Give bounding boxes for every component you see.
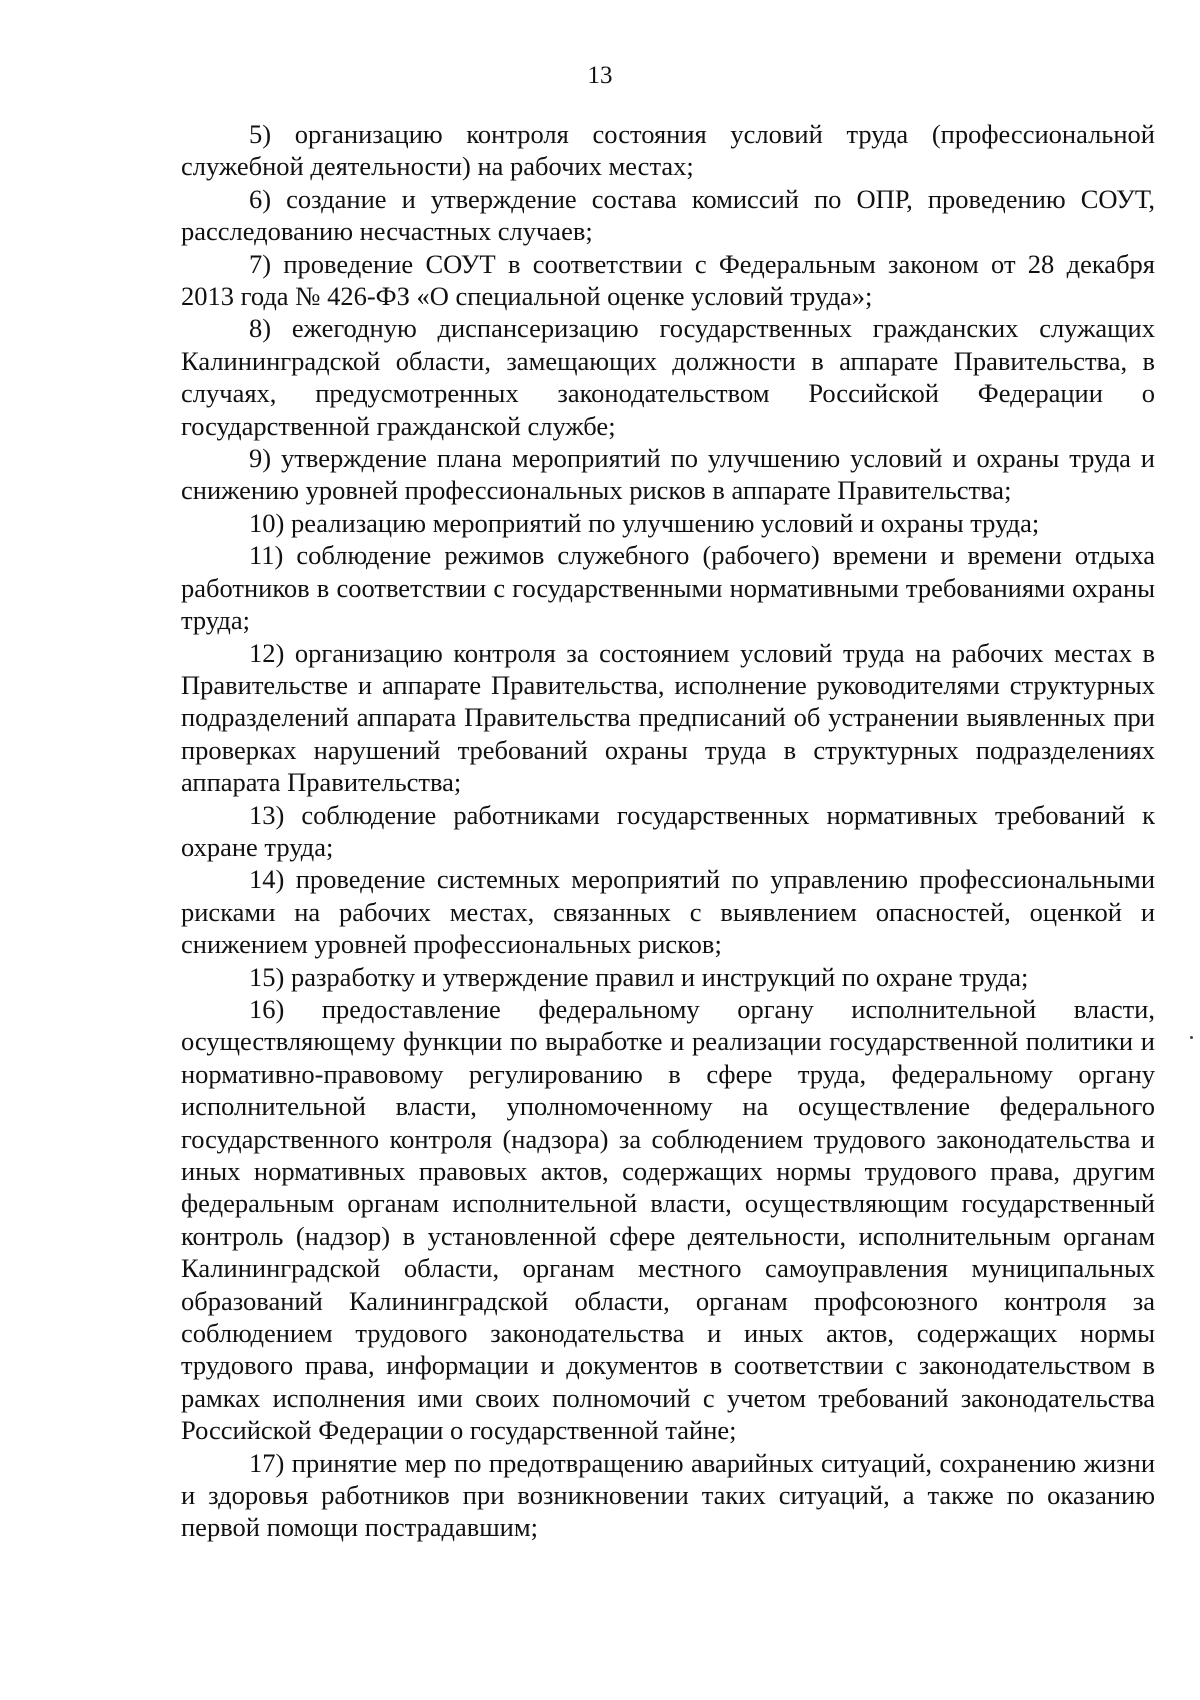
list-item-7 xyxy=(181,248,1155,313)
item-number: 12) xyxy=(249,637,285,668)
document-body xyxy=(181,118,1155,1544)
list-item-6 xyxy=(181,183,1155,248)
item-text: создание и утверждение состава комиссий по ОПР, проведению СОУТ, расследованию несчастных случаев; xyxy=(181,183,1156,247)
list-item-8 xyxy=(181,312,1155,442)
item-text: принятие мер по предотвращению аварийных ситуаций, сохранению жизни и здоровья работников при возникновении таких ситуаций, а также по оказанию первой помощи пострадавшим; xyxy=(181,1447,1156,1543)
item-number: 9) xyxy=(249,443,272,474)
list-item-17 xyxy=(181,1447,1155,1544)
item-text: организацию контроля состояния условий труда (профессиональной служебной деятельности) на рабочих местах; xyxy=(181,119,1155,182)
list-item-11 xyxy=(181,539,1155,636)
item-number: 13) xyxy=(249,799,285,830)
page-number: 13 xyxy=(587,62,613,89)
item-number: 11) xyxy=(249,540,284,571)
list-item-15 xyxy=(181,961,1155,993)
item-number: 14) xyxy=(249,864,285,895)
item-text: соблюдение работниками государственных нормативных требований к охране труда; xyxy=(181,799,1155,862)
list-item-12 xyxy=(181,637,1155,799)
item-text: соблюдение режимов служебного (рабочего) времени и времени отдыха работников в соответствии с государственными нормативными требованиями охраны труда; xyxy=(181,540,1156,636)
list-item-9 xyxy=(181,442,1155,507)
list-item-16 xyxy=(181,993,1155,1447)
item-number: 10) xyxy=(249,507,285,538)
list-item-5 xyxy=(181,118,1155,183)
item-text: ежегодную диспансеризацию государственных гражданских служащих Калининградской области, замещающих должности в аппарате Правительства, в случаях, предусмотренных законодательством Российской Федерации о государственной гражданской службе; xyxy=(181,313,1155,441)
list-item-14 xyxy=(181,863,1155,960)
scan-speck xyxy=(1190,1036,1193,1039)
list-item-13 xyxy=(181,799,1155,864)
item-number: 5) xyxy=(249,119,272,149)
item-text: реализацию мероприятий по улучшению условий и охраны труда; xyxy=(290,507,1040,538)
item-text: утверждение плана мероприятий по улучшению условий и охраны труда и снижению уровней профессиональных рисков в аппарате Правительства; xyxy=(181,443,1155,506)
item-text: разработку и утверждение правил и инструкций по охране труда; xyxy=(290,961,1029,992)
item-number: 6) xyxy=(249,183,272,214)
item-number: 17) xyxy=(249,1447,285,1478)
item-number: 7) xyxy=(249,248,272,279)
item-text: организацию контроля за состоянием условий труда на рабочих местах в Правительстве и аппарате Правительства, исполнение руководителями структурных подразделений аппарата Правительства предписаний об устранении выявленных при проверках нарушений требований охраны труда в структурных подразделениях аппарата Правительства; xyxy=(181,637,1156,798)
item-text: проведение СОУТ в соответствии с Федеральным законом от 28 декабря 2013 года № 426-ФЗ «О специальной оценке условий труда»; xyxy=(181,248,1155,312)
list-item-10 xyxy=(181,507,1155,539)
item-number: 8) xyxy=(249,313,272,344)
item-number: 15) xyxy=(249,961,285,992)
item-text: проведение системных мероприятий по управлению профессиональными рисками на рабочих местах, связанных с выявлением опасностей, оценкой и снижением уровней профессиональных рисков; xyxy=(181,864,1156,960)
item-text: предоставление федеральному органу исполнительной власти, осуществляющему функции по выработке и реализации государственной политики и нормативно-правовому регулированию в сфере труда, федеральному органу исполнительной власти, уполномоченному на осуществление федерального государственного контроля (надзора) за соблюдением трудового законодательства и иных нормативных правовых актов, содержащих нормы трудового права, другим федеральным органам исполнительной власти, осуществляющим государственный контроль (надзор) в установленной сфере деятельности, исполнительным органам Калининградской области, органам местного самоуправления муниципальных образований Калининградской области, органам профсоюзного контроля за соблюдением трудового законодательства и иных актов, содержащих нормы трудового права, информации и документов в соответствии с законодательством в рамках исполнения ими своих полномочий с учетом требований законодательства Российской Федерации о государственной тайне; xyxy=(181,993,1155,1446)
item-number: 16) xyxy=(249,993,285,1024)
